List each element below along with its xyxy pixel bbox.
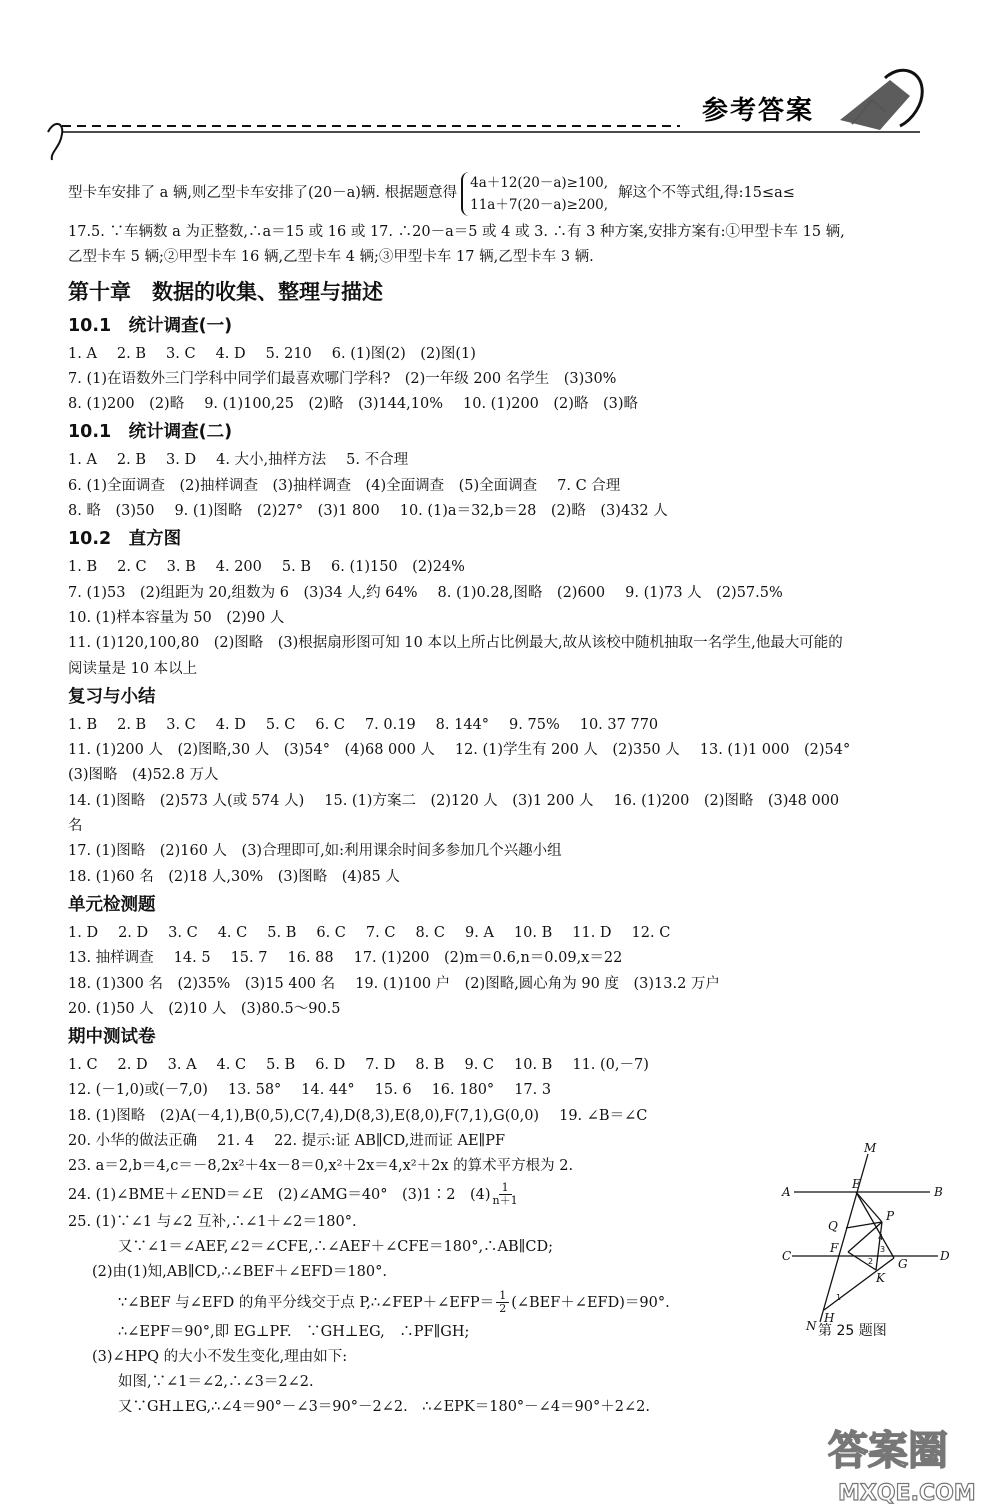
intro-pre: 型卡车安排了 a 辆,则乙型卡车安排了(20－a)辆. 根据题意得 xyxy=(68,185,458,202)
answer-item: 2. B xyxy=(116,452,147,469)
angle-label-4: 4 xyxy=(878,1233,884,1242)
section-title: 10.1 统计调查(一) xyxy=(68,315,233,336)
answer-item: 5. B xyxy=(267,924,297,941)
fraction xyxy=(496,1290,509,1315)
answer-line: 17. (1)图略 (2)160 人 (3)合理即可,如:利用课余时间多参加几个兴趣小组 xyxy=(68,843,562,860)
answer-line: 23. a＝2,b＝4,c＝－8,2x²＋4x－8＝0,x²＋2x＝4,x²＋2x 的算术平方根为 2. xyxy=(68,1158,574,1175)
q25-line: ∴∠EPF＝90°,即 EG⊥PF. ∵GH⊥EG, ∴PF∥GH; xyxy=(118,1323,470,1340)
section-title: 10.2 直方图 xyxy=(68,529,182,550)
label-m: M xyxy=(864,1141,877,1155)
answer-item: 14. 44° xyxy=(301,1082,355,1099)
answer-item: 11. D xyxy=(572,924,612,941)
answer-item: 3. A xyxy=(167,1057,197,1074)
answer-item: 19. ∠B＝∠C xyxy=(559,1107,648,1124)
answer-item: 2. D xyxy=(118,924,149,941)
answer-item: 1. A xyxy=(68,345,97,362)
answer-line xyxy=(68,392,948,417)
answer-item: 13. (1)1 000 (2)54° xyxy=(699,742,851,759)
answer-item: 14. (1)图略 (2)573 人(或 574 人) xyxy=(68,792,305,809)
q25-line: (2)由(1)知,AB∥CD,∴∠BEF＋∠EFD＝180°. xyxy=(92,1264,387,1281)
answer-item: 9. A xyxy=(465,924,494,941)
inequality-1: 4a＋12(20－a)≥100, xyxy=(470,175,609,191)
question-25-figure xyxy=(780,1140,950,1345)
answer-item: 13. 抽样调查 xyxy=(68,950,154,967)
answer-item: 6. (1)图(2) (2)图(1) xyxy=(331,345,476,362)
answer-line xyxy=(68,972,948,997)
answer-line: (3)图略 (4)52.8 万人 xyxy=(68,767,219,784)
answer-line xyxy=(68,1053,948,1078)
watermark xyxy=(820,1418,995,1508)
answer-item: 12. C xyxy=(631,924,671,941)
answer-item: 7. C 合理 xyxy=(557,477,621,494)
answer-item: 5. 不合理 xyxy=(346,452,409,469)
fraction xyxy=(493,1182,518,1207)
answer-item: 2. B xyxy=(117,716,147,733)
label-e: E xyxy=(852,1177,861,1191)
answer-line xyxy=(68,499,948,524)
answer-item: 17. 3 xyxy=(514,1082,552,1099)
label-k: K xyxy=(876,1271,885,1285)
chapter-title: 第十章 数据的收集、整理与描述 xyxy=(68,279,383,304)
answer-item: 10. (1)a＝32,b＝28 (2)略 (3)432 人 xyxy=(399,503,668,520)
label-c: C xyxy=(782,1249,792,1263)
label-g: G xyxy=(898,1257,908,1271)
answer-item: 16. 180° xyxy=(431,1082,495,1099)
answer-line xyxy=(68,738,948,763)
segment-ep xyxy=(856,1192,882,1222)
answer-item: 1. C xyxy=(68,1057,98,1074)
inequality-system xyxy=(461,172,614,216)
answer-item: 1. B xyxy=(68,559,98,576)
q25-line: 25. (1)∵∠1 与∠2 互补,∴∠1＋∠2＝180°. xyxy=(68,1213,357,1230)
fraction-numerator: 1 xyxy=(496,1290,509,1303)
answer-item: 8. 略 (3)50 xyxy=(68,503,155,520)
label-n: N xyxy=(806,1319,817,1333)
answer-item: 16. (1)200 (2)图略 (3)48 000 xyxy=(613,792,840,809)
answer-item: 6. C xyxy=(315,716,345,733)
answer-item: 6. (1)全面调查 (2)抽样调查 (3)抽样调查 (4)全面调查 (5)全面调查 xyxy=(68,477,538,494)
answer-item: 2. C xyxy=(117,559,147,576)
section-title: 10.1 统计调查(二) xyxy=(68,422,233,443)
intro-line-2: 17.5. ∵车辆数 a 为正整数,∴a＝15 或 16 或 17. ∴20－a＝5 或 4 或 3. ∴有 3 种方案,安排方案有:①甲型卡车 15 辆, xyxy=(68,224,845,240)
answer-item: 3. C xyxy=(166,345,196,362)
intro-line-3: 乙型卡车 5 辆;②甲型卡车 16 辆,乙型卡车 4 辆;③甲型卡车 17 辆,乙型卡车 3 辆. xyxy=(68,249,594,266)
answer-item: 11. (1)200 人 (2)图略,30 人 (3)54° (4)68 000 人 xyxy=(68,742,435,759)
fraction-denominator: n＋1 xyxy=(492,1194,518,1208)
answer-item: 9. (1)图略 (2)27° (3)1 800 xyxy=(174,503,380,520)
answer-item: 7. 0.19 xyxy=(364,716,416,733)
label-d: D xyxy=(940,1249,950,1263)
answer-item: 4. C xyxy=(216,1057,247,1074)
answer-item: 6. C xyxy=(316,924,346,941)
answer-item: 18. (1)图略 (2)A(－4,1),B(0,5),C(7,4),D(8,3),E(8,0),F(7,1),G(0,0) xyxy=(68,1107,540,1124)
answer-line xyxy=(68,342,948,367)
intro-system-line xyxy=(68,168,948,220)
answer-line xyxy=(68,448,948,473)
q25-line: 如图,∵∠1＝∠2,∴∠3＝2∠2. xyxy=(118,1374,314,1391)
answer-line xyxy=(68,474,948,499)
answer-item: 5. 210 xyxy=(265,345,312,362)
watermark-text: 答案圈 xyxy=(828,1428,948,1474)
answer-item: 22. 提示:证 AB∥CD,进而证 AE∥PF xyxy=(274,1133,506,1150)
section-title: 期中测试卷 xyxy=(68,1027,156,1048)
answer-line: 10. (1)样本容量为 50 (2)90 人 xyxy=(68,609,285,626)
answer-line: 7. (1)在语数外三门学科中同学们最喜欢哪门学科? (2)一年级 200 名学生 (3)30% xyxy=(68,370,617,387)
answer-line: 阅读量是 10 本以上 xyxy=(68,660,198,677)
answer-line xyxy=(68,581,948,606)
answer-item: 9. (1)100,25 (2)略 (3)144,10% xyxy=(204,396,444,413)
label-b: B xyxy=(934,1185,943,1199)
answer-item: 5. B xyxy=(266,1057,296,1074)
q25-text: ∵∠BEF 与∠EFD 的角平分线交于点 P,∴∠FEP＋∠EFP＝ xyxy=(118,1294,495,1311)
answer-item: 10. B xyxy=(514,1057,553,1074)
angle-label-2: 2 xyxy=(868,1257,874,1266)
intro-post: 解这个不等式组,得:15≤a≤ xyxy=(618,185,795,202)
header-decoration xyxy=(40,60,960,170)
answer-item: 3. B xyxy=(166,559,196,576)
answer-line: 名 xyxy=(68,818,83,835)
answer-item: 1. D xyxy=(68,924,99,941)
answer-item: 13. 58° xyxy=(227,1082,282,1099)
answer-item: 17. (1)200 (2)m＝0.6,n＝0.09,x＝22 xyxy=(353,950,623,967)
answer-item: 7. C xyxy=(365,924,396,941)
answer-item: 14. 5 xyxy=(173,950,211,967)
answer-item: 9. 75% xyxy=(509,716,560,733)
answer-item: 1. A xyxy=(68,452,97,469)
answer-item: 4. 大小,抽样方法 xyxy=(216,452,327,469)
answer-item: 15. (1)方案二 (2)120 人 (3)1 200 人 xyxy=(324,792,594,809)
fraction-denominator: 2 xyxy=(499,1302,507,1315)
answer-line xyxy=(68,921,948,946)
answer-item: 16. 88 xyxy=(287,950,334,967)
answer-item: 7. D xyxy=(365,1057,396,1074)
q25-line: 又∵GH⊥EG,∴∠4＝90°－∠3＝90°－2∠2. ∴∠EPK＝180°－∠4＝90°＋2∠2. xyxy=(118,1399,650,1416)
answer-item: 2. D xyxy=(117,1057,148,1074)
answer-item: 2. B xyxy=(116,345,147,362)
header-title: 参考答案 xyxy=(702,96,815,126)
answer-item: 4. D xyxy=(215,345,246,362)
answer-item: 12. (－1,0)或(－7,0) xyxy=(68,1082,208,1099)
inequality-2: 11a＋7(20－a)≥200, xyxy=(470,197,609,213)
answer-item: 6. D xyxy=(315,1057,346,1074)
answer-item: 5. B xyxy=(281,559,311,576)
answer-line: 11. (1)120,100,80 (2)图略 (3)根据扇形图可知 10 本以上所占比例最大,故从该校中随机抽取一名学生,他最大可能的 xyxy=(68,635,843,652)
answer-item: 6. (1)150 (2)24% xyxy=(331,559,465,576)
line-mn xyxy=(820,1154,868,1322)
section-title: 复习与小结 xyxy=(68,686,156,707)
answer-line: 18. (1)60 名 (2)18 人,30% (3)图略 (4)85 人 xyxy=(68,868,400,885)
answer-item: 7. (1)53 (2)组距为 20,组数为 6 (3)34 人,约 64% xyxy=(68,584,418,601)
answer-item: 15. 7 xyxy=(230,950,268,967)
answer-line xyxy=(68,713,948,738)
answer-item: 9. C xyxy=(464,1057,495,1074)
answer-item: 3. C xyxy=(166,716,196,733)
answer-line xyxy=(68,946,948,971)
answer-item: 4. 200 xyxy=(215,559,262,576)
answer-item: 8. B xyxy=(415,1057,445,1074)
answer-item: 8. 144° xyxy=(435,716,490,733)
answer-item: 10. 37 770 xyxy=(579,716,659,733)
label-a: A xyxy=(782,1185,791,1199)
answer-item: 8. C xyxy=(415,924,445,941)
answer-item: 1. B xyxy=(68,716,98,733)
answer-item: 24. (1)∠BME＋∠END＝∠E (2)∠AMG＝40° (3)1∶2 (4) xyxy=(68,1186,491,1203)
answer-item: 20. 小华的做法正确 xyxy=(68,1133,198,1150)
label-h: H xyxy=(824,1311,835,1325)
q25-line: (3)∠HPQ 的大小不发生变化,理由如下: xyxy=(92,1348,348,1365)
answer-item: 10. B xyxy=(513,924,553,941)
answer-item: 10. (1)200 (2)略 (3)略 xyxy=(463,396,638,413)
angle-label-3: 3 xyxy=(880,1245,886,1254)
answer-item: 8. (1)0.28,图略 (2)600 xyxy=(437,584,606,601)
answer-item: 15. 6 xyxy=(374,1082,412,1099)
fraction-numerator: 1 xyxy=(499,1182,512,1195)
answer-item: 11. (0,－7) xyxy=(572,1057,649,1074)
page-header xyxy=(40,60,960,170)
angle-label-1: 1 xyxy=(836,1293,842,1302)
answer-line xyxy=(68,1104,948,1129)
label-p: P xyxy=(886,1209,895,1223)
answer-item: 4. D xyxy=(215,716,246,733)
answer-item: 8. (1)200 (2)略 xyxy=(68,396,185,413)
label-f: F xyxy=(830,1241,839,1255)
answer-item: 3. C xyxy=(168,924,198,941)
answer-item: 18. (1)300 名 (2)35% (3)15 400 名 xyxy=(68,975,336,992)
q25-text: (∠BEF＋∠EFD)＝90°. xyxy=(511,1294,670,1311)
answer-item: 19. (1)100 户 (2)图略,圆心角为 90 度 (3)13.2 万户 xyxy=(355,975,720,992)
section-title: 单元检测题 xyxy=(68,894,156,915)
answer-line xyxy=(68,555,948,580)
answer-item: 21. 4 xyxy=(217,1133,255,1150)
answer-item: 9. (1)73 人 (2)57.5% xyxy=(625,584,783,601)
figure-caption: 第 25 题图 xyxy=(818,1323,887,1339)
answer-item: 12. (1)学生有 200 人 (2)350 人 xyxy=(454,742,680,759)
q25-line: 又∵∠1＝∠AEF,∠2＝∠CFE,∴∠AEF＋∠CFE＝180°,∴AB∥CD; xyxy=(118,1238,553,1255)
label-q: Q xyxy=(828,1219,838,1233)
answer-item: 4. C xyxy=(217,924,248,941)
answer-line xyxy=(68,789,948,814)
answer-item: 3. D xyxy=(166,452,197,469)
answer-line: 20. (1)50 人 (2)10 人 (3)80.5～90.5 xyxy=(68,1000,341,1017)
watermark-url: MXQE.COM xyxy=(838,1481,976,1506)
answer-line xyxy=(68,1078,948,1103)
answer-item: 5. C xyxy=(265,716,296,733)
